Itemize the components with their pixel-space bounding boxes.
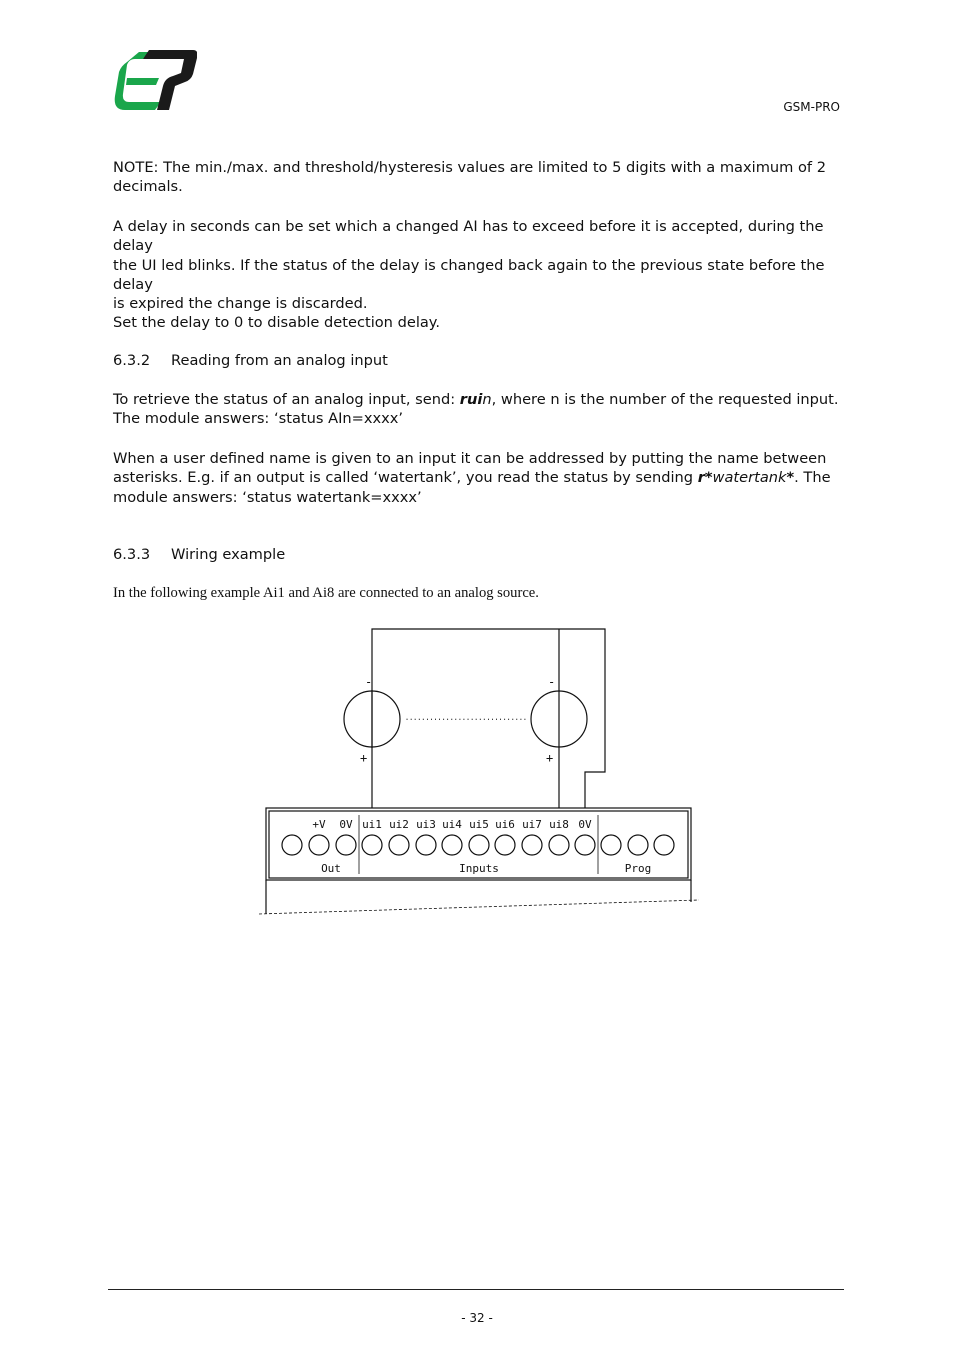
delay-paragraph bbox=[113, 217, 843, 333]
terminal-screw bbox=[549, 835, 569, 855]
terminal-screw bbox=[336, 835, 356, 855]
page-number: - 32 - bbox=[461, 1311, 493, 1325]
terminal-label: ui8 bbox=[549, 818, 569, 831]
terminal-screws bbox=[282, 835, 674, 855]
continuation-dots: .............................. bbox=[405, 713, 527, 723]
note-line-1: NOTE: The min./max. and threshold/hysteresis values are limited to 5 digits with a maximum of 2 bbox=[113, 159, 826, 176]
terminal-screw bbox=[575, 835, 595, 855]
command-rui: rui bbox=[459, 391, 483, 408]
delay-line-4: Set the delay to 0 to disable detection delay. bbox=[113, 314, 441, 332]
terminal-label: ui3 bbox=[416, 818, 436, 831]
delay-line-1: A delay in seconds can be set which a changed AI has to exceed before it is accepted, during the delay bbox=[113, 218, 824, 255]
answer-line: The module answers: ‘status AIn=xxxx’ bbox=[113, 410, 404, 428]
terminal-screw bbox=[628, 835, 648, 855]
command-star: * bbox=[786, 469, 795, 487]
section-title: Reading from an analog input bbox=[171, 352, 388, 369]
section-heading-632 bbox=[113, 352, 388, 369]
terminal-screw bbox=[309, 835, 329, 855]
terminal-screw bbox=[389, 835, 409, 855]
terminal-label: ui4 bbox=[442, 818, 462, 831]
command-name: watertank bbox=[712, 469, 787, 487]
terminal-screw bbox=[469, 835, 489, 855]
group-label-out: Out bbox=[321, 862, 341, 875]
section-heading-633 bbox=[113, 546, 285, 563]
logo-green-bar bbox=[126, 78, 159, 85]
retrieve-paragraph bbox=[113, 390, 843, 429]
housing-bottom bbox=[259, 900, 699, 914]
terminal-screw bbox=[362, 835, 382, 855]
delay-line-3: is expired the change is discarded. bbox=[113, 295, 368, 313]
document-id: GSM-PRO bbox=[783, 100, 840, 114]
group-label-inputs: Inputs bbox=[459, 862, 499, 875]
command-r-star: r* bbox=[697, 469, 713, 487]
text-run: . The bbox=[794, 469, 831, 487]
command-variable: n bbox=[482, 391, 492, 408]
terminal-label: ui7 bbox=[522, 818, 542, 831]
delay-line-2: the UI led blinks. If the status of the delay is changed back again to the previous state before the delay bbox=[113, 256, 825, 293]
section-title: Wiring example bbox=[171, 546, 286, 563]
company-logo bbox=[113, 48, 197, 112]
terminal-screw bbox=[442, 835, 462, 855]
group-label-prog: Prog bbox=[624, 862, 652, 875]
terminal-label: ui5 bbox=[469, 818, 489, 831]
section-number: 6.3.3 bbox=[113, 546, 151, 563]
terminal-label: ui1 bbox=[362, 818, 382, 831]
text-run: When a user defined name is given to an input it can be addressed by putting the name between bbox=[113, 450, 827, 467]
terminal-screw bbox=[495, 835, 515, 855]
text-run: To retrieve the status of an analog input, send: bbox=[113, 391, 460, 408]
terminal-screw bbox=[601, 835, 621, 855]
wiring-intro: In the following example Ai1 and Ai8 are connected to an analog source. bbox=[113, 585, 539, 601]
section-number: 6.3.2 bbox=[113, 352, 151, 369]
terminal-label: ui2 bbox=[389, 818, 409, 831]
user-name-paragraph bbox=[113, 449, 843, 507]
source1-minus-label: - bbox=[365, 675, 373, 689]
note-paragraph bbox=[113, 158, 843, 197]
terminal-screw bbox=[522, 835, 542, 855]
source1-plus-label: + bbox=[360, 751, 368, 765]
text-run: asterisks. E.g. if an output is called ‘watertank’, you read the status by sending bbox=[113, 469, 698, 487]
text-run: module answers: ‘status watertank=xxxx’ bbox=[113, 488, 422, 506]
terminal-screw bbox=[654, 835, 674, 855]
terminal-label: +V bbox=[312, 818, 326, 831]
terminal-label: 0V bbox=[339, 818, 353, 831]
footer-rule bbox=[108, 1289, 844, 1290]
terminal-label: 0V bbox=[578, 818, 592, 831]
note-line-2: decimals. bbox=[113, 178, 183, 196]
terminal-screw bbox=[416, 835, 436, 855]
text-run: , where n is the number of the requested input. bbox=[491, 391, 839, 408]
terminal-screw bbox=[282, 835, 302, 855]
source8-plus-label: + bbox=[546, 751, 554, 765]
wiring-diagram bbox=[255, 620, 705, 920]
source8-minus-label: - bbox=[548, 675, 556, 689]
terminal-label: ui6 bbox=[495, 818, 515, 831]
